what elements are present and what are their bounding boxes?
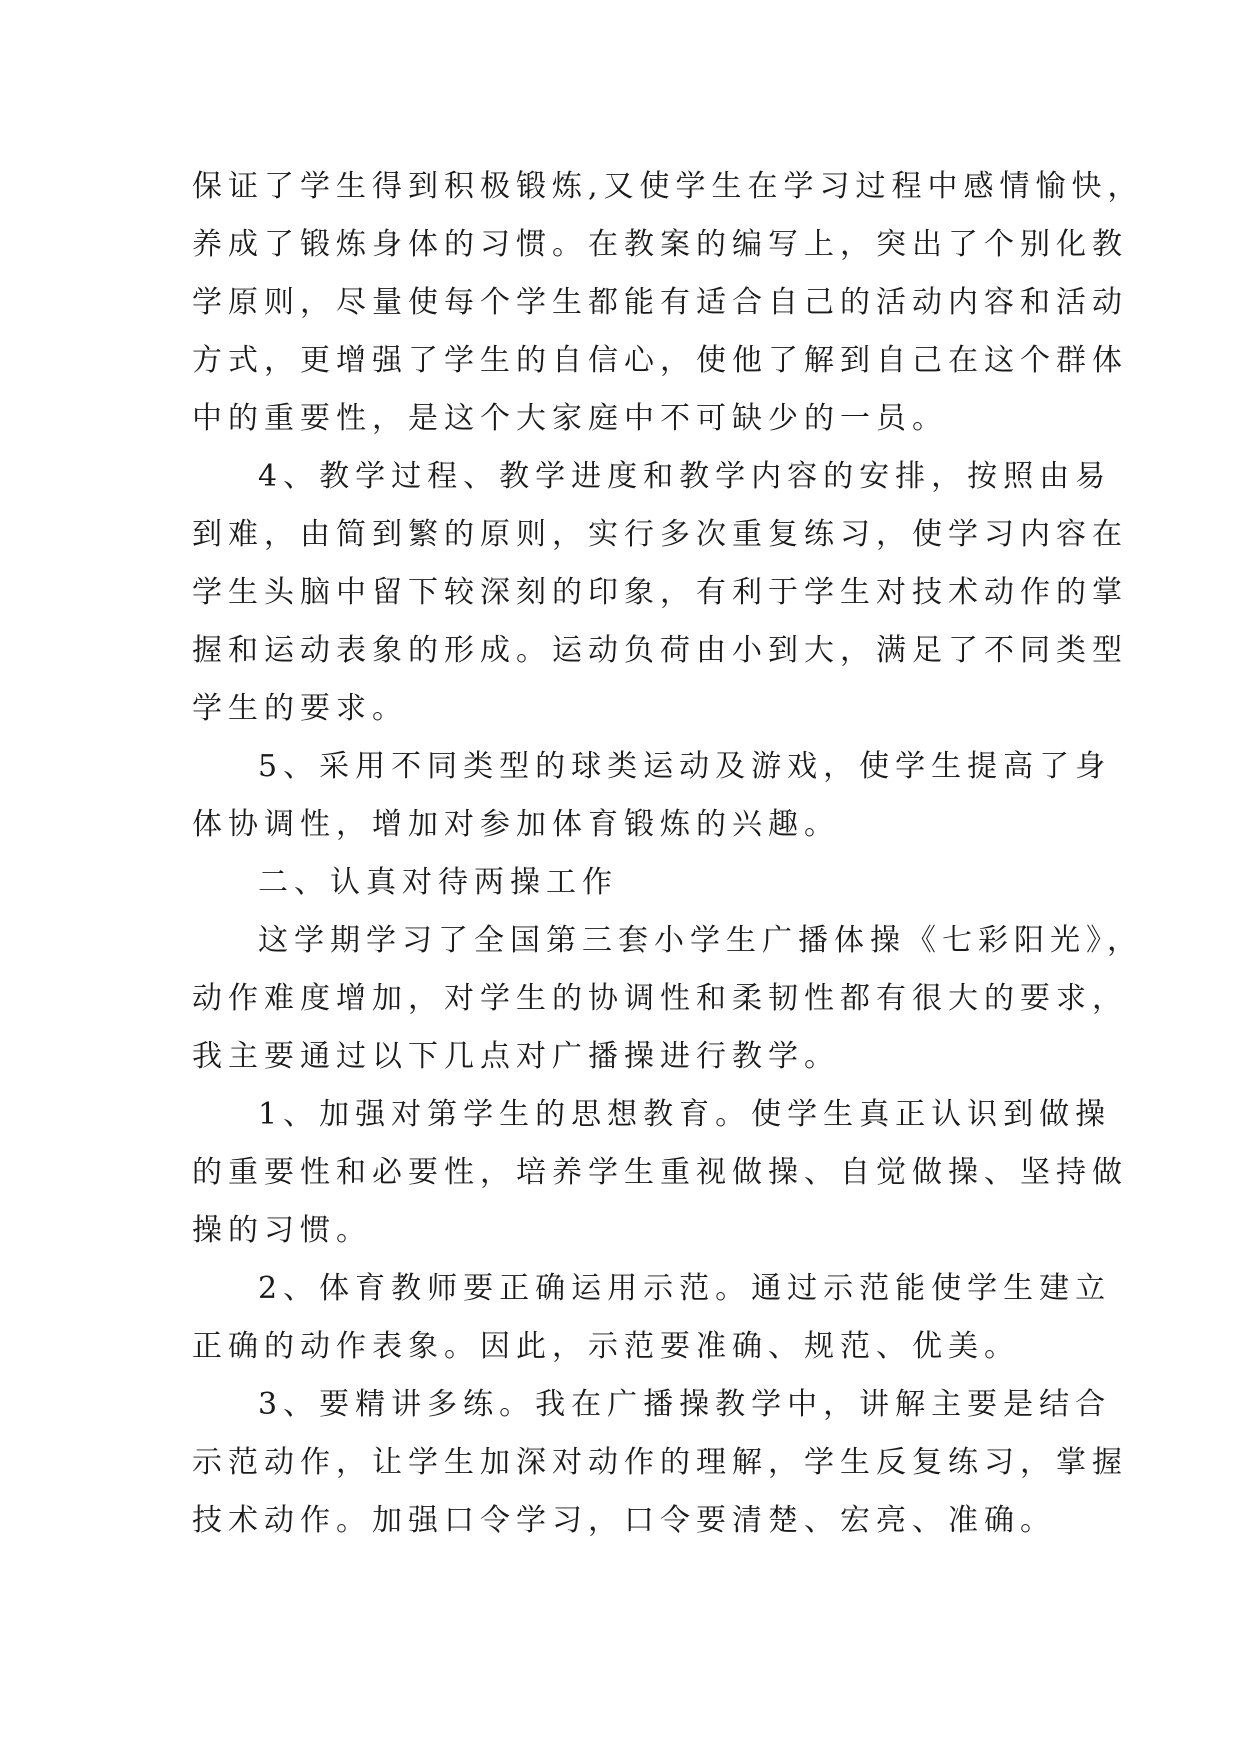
text-line-4: 方式，更增强了学生的自信心，使他了解到自己在这个群体 [192,343,1128,378]
text-line-3: 学原则，尽量使每个学生都能有适合自己的活动内容和活动 [192,285,1128,320]
text-line-1: 保证了学生得到积极锻炼,又使学生在学习过程中感情愉快， [192,169,1144,204]
text-line-5: 中的重要性，是这个大家庭中不可缺少的一员。 [192,401,948,436]
text-line-9: 握和运动表象的形成。运动负荷由小到大，满足了不同类型 [192,633,1128,668]
text-line-21: 正确的动作表象。因此，示范要准确、规范、优美。 [192,1329,1020,1364]
text-line-20: 2、体育教师要正确运用示范。通过示范能使学生建立 [258,1271,1112,1306]
text-line-15: 动作难度增加，对学生的协调性和柔韧性都有很大的要求， [192,981,1128,1016]
text-line-19: 操的习惯。 [192,1213,372,1248]
section-heading: 二、认真对待两操工作 [258,865,618,900]
text-line-16: 我主要通过以下几点对广播操进行教学。 [192,1039,840,1074]
document-body [192,158,1144,1550]
text-line-6: 4、教学过程、教学进度和教学内容的安排，按照由易 [258,459,1112,494]
text-line-24: 技术动作。加强口令学习，口令要清楚、宏亮、准确。 [192,1503,1056,1538]
text-line-17: 1、加强对第学生的思想教育。使学生真正认识到做操 [258,1097,1112,1132]
text-line-14: 这学期学习了全国第三套小学生广播体操《七彩阳光》， [258,923,1143,958]
text-line-18: 的重要性和必要性，培养学生重视做操、自觉做操、坚持做 [192,1155,1128,1190]
text-line-22: 3、要精讲多练。我在广播操教学中，讲解主要是结合 [258,1387,1112,1422]
text-line-10: 学生的要求。 [192,691,408,726]
text-line-2: 养成了锻炼身体的习惯。在教案的编写上，突出了个别化教 [192,227,1128,262]
text-line-7: 到难，由简到繁的原则，实行多次重复练习，使学习内容在 [192,517,1128,552]
text-line-11: 5、采用不同类型的球类运动及游戏，使学生提高了身 [258,749,1112,784]
text-line-12: 体协调性，增加对参加体育锻炼的兴趣。 [192,807,840,842]
text-line-23: 示范动作，让学生加深对动作的理解，学生反复练习，掌握 [192,1445,1128,1480]
text-line-8: 学生头脑中留下较深刻的印象，有利于学生对技术动作的掌 [192,575,1128,610]
